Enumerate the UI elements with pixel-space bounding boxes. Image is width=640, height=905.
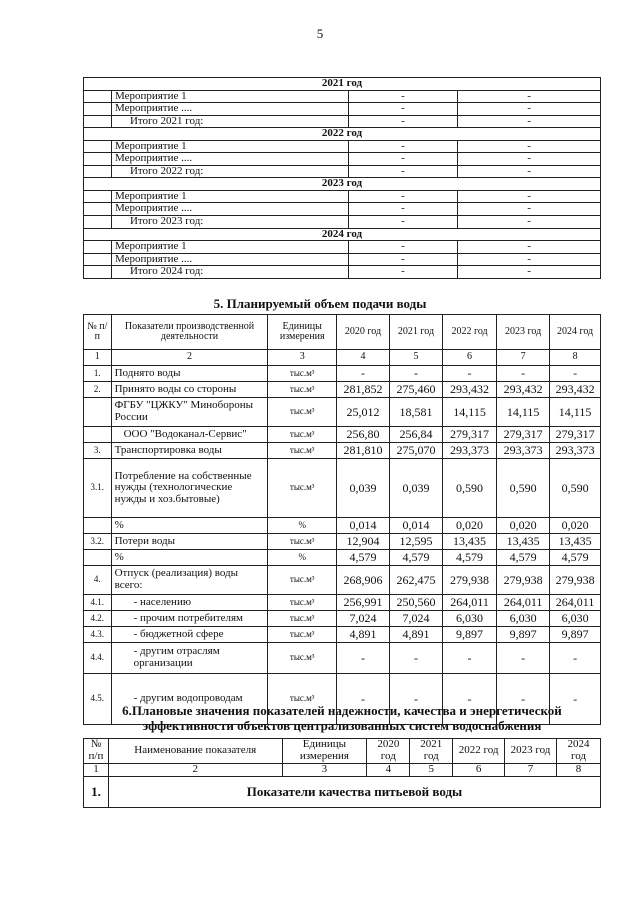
row-number: 3. <box>84 443 112 459</box>
row-number: 4. <box>84 566 112 595</box>
table-row <box>84 459 601 518</box>
value-cell: - <box>497 674 550 725</box>
value-cell: 279,938 <box>442 566 496 595</box>
event-name: Итого 2021 год: <box>111 115 348 128</box>
value-cell: 6,030 <box>442 611 496 627</box>
event-num-cell <box>84 190 112 203</box>
event-row <box>84 90 601 103</box>
value-cell: 4,579 <box>389 550 442 566</box>
column-number: 6 <box>453 764 505 777</box>
value-cell: 13,435 <box>442 534 496 550</box>
value-cell: 264,011 <box>497 595 550 611</box>
value-cell: 279,317 <box>550 427 601 443</box>
value-cell: 4,579 <box>497 550 550 566</box>
header-cell: 2020 год <box>336 315 389 350</box>
column-number-row <box>84 350 601 366</box>
column-number: 6 <box>442 350 496 366</box>
indicator-name: Поднято воды <box>111 366 268 382</box>
value-cell: - <box>550 674 601 725</box>
value-cell: - <box>389 643 442 674</box>
event-value: - <box>458 153 601 166</box>
header-cell: № п/п <box>84 739 109 764</box>
event-name: Мероприятие .... <box>111 203 348 216</box>
value-cell: 256,991 <box>336 595 389 611</box>
event-value: - <box>348 153 458 166</box>
event-value: - <box>458 165 601 178</box>
row-number: 2. <box>84 382 112 398</box>
value-cell: 0,014 <box>389 518 442 534</box>
value-cell: - <box>442 643 496 674</box>
column-number: 7 <box>505 764 557 777</box>
page-number: 5 <box>316 26 324 41</box>
unit-cell: тыс.м³ <box>268 443 336 459</box>
event-value: - <box>348 165 458 178</box>
table-row <box>84 534 601 550</box>
event-row <box>84 216 601 229</box>
indicator-name: - прочим потребителям <box>111 611 268 627</box>
value-cell: 0,590 <box>550 459 601 518</box>
value-cell: 0,590 <box>442 459 496 518</box>
event-value: - <box>458 103 601 116</box>
value-cell: 268,906 <box>336 566 389 595</box>
row-number: 1. <box>84 366 112 382</box>
row-number: 3.1. <box>84 459 112 518</box>
event-name: Мероприятие .... <box>111 153 348 166</box>
indicator-name: Отпуск (реализация) воды всего: <box>111 566 268 595</box>
event-value: - <box>458 241 601 254</box>
year-header-row <box>84 178 601 191</box>
row-number: 3.2. <box>84 534 112 550</box>
row-number: 4.3. <box>84 627 112 643</box>
unit-cell: тыс.м³ <box>268 627 336 643</box>
row-number <box>84 398 112 427</box>
unit-cell: тыс.м³ <box>268 459 336 518</box>
year-title: 2023 год <box>84 178 601 191</box>
value-cell: 281,810 <box>336 443 389 459</box>
table-row <box>84 427 601 443</box>
event-value: - <box>348 266 458 279</box>
value-cell: 12,595 <box>389 534 442 550</box>
row-number: 4.2. <box>84 611 112 627</box>
year-title: 2024 год <box>84 228 601 241</box>
event-name: Мероприятие 1 <box>111 140 348 153</box>
value-cell: 293,373 <box>550 443 601 459</box>
value-cell: - <box>336 643 389 674</box>
event-value: - <box>458 140 601 153</box>
unit-cell: тыс.м³ <box>268 566 336 595</box>
section-row-title: Показатели качества питьевой воды <box>108 776 600 807</box>
table-row <box>84 398 601 427</box>
value-cell: - <box>497 366 550 382</box>
value-cell: 0,020 <box>442 518 496 534</box>
value-cell: - <box>550 366 601 382</box>
indicators-table <box>83 738 601 808</box>
value-cell: 250,560 <box>389 595 442 611</box>
value-cell: 13,435 <box>497 534 550 550</box>
row-number <box>84 518 112 534</box>
value-cell: 9,897 <box>550 627 601 643</box>
value-cell: - <box>442 674 496 725</box>
value-cell: - <box>389 366 442 382</box>
row-number: 4.4. <box>84 643 112 674</box>
value-cell: 293,432 <box>550 382 601 398</box>
indicator-name: Потери воды <box>111 534 268 550</box>
table-row <box>84 518 601 534</box>
unit-cell: тыс.м³ <box>268 643 336 674</box>
section6-title: 6.Плановые значения показателей надежности, качества и энергетической эффективности объектов централизованных систем водоснабжения <box>122 703 562 733</box>
table-row <box>84 366 601 382</box>
header-cell: 2024 год <box>556 739 600 764</box>
value-cell: 0,020 <box>497 518 550 534</box>
water-supply-table <box>83 314 601 725</box>
table-row <box>84 611 601 627</box>
event-value: - <box>348 253 458 266</box>
indicator-name: % <box>111 518 268 534</box>
indicator-name: ООО "Водоканал-Сервис" <box>111 427 268 443</box>
value-cell: - <box>497 643 550 674</box>
indicator-name: % <box>111 550 268 566</box>
unit-cell: тыс.м³ <box>268 534 336 550</box>
event-num-cell <box>84 115 112 128</box>
value-cell: - <box>336 674 389 725</box>
event-num-cell <box>84 203 112 216</box>
table-row <box>84 776 601 807</box>
value-cell: 0,590 <box>497 459 550 518</box>
event-value: - <box>458 216 601 229</box>
column-number: 1 <box>84 764 109 777</box>
event-value: - <box>348 203 458 216</box>
event-name: Мероприятие .... <box>111 253 348 266</box>
indicator-name: - другим отраслям организации <box>111 643 268 674</box>
column-number: 1 <box>84 350 112 366</box>
value-cell: 0,039 <box>336 459 389 518</box>
value-cell: 293,432 <box>442 382 496 398</box>
unit-cell: % <box>268 550 336 566</box>
value-cell: 4,579 <box>336 550 389 566</box>
year-header-row <box>84 78 601 91</box>
row-number <box>84 550 112 566</box>
event-num-cell <box>84 253 112 266</box>
indicator-name: - другим водопроводам <box>111 674 268 725</box>
row-number <box>84 427 112 443</box>
row-number: 4.1. <box>84 595 112 611</box>
value-cell: 4,579 <box>550 550 601 566</box>
year-header-row <box>84 228 601 241</box>
column-number: 8 <box>556 764 600 777</box>
event-value: - <box>458 190 601 203</box>
event-value: - <box>348 241 458 254</box>
event-name: Мероприятие 1 <box>111 190 348 203</box>
column-number: 5 <box>389 350 442 366</box>
table-header-row <box>84 739 601 764</box>
table-row <box>84 566 601 595</box>
event-value: - <box>348 190 458 203</box>
value-cell: 262,475 <box>389 566 442 595</box>
event-name: Итого 2023 год: <box>111 216 348 229</box>
value-cell: 279,938 <box>497 566 550 595</box>
column-number: 4 <box>367 764 410 777</box>
value-cell: 0,039 <box>389 459 442 518</box>
unit-cell: тыс.м³ <box>268 382 336 398</box>
header-cell: 2023 год <box>505 739 557 764</box>
unit-cell: тыс.м³ <box>268 595 336 611</box>
unit-cell: тыс.м³ <box>268 611 336 627</box>
event-value: - <box>348 115 458 128</box>
header-cell: 2022 год <box>442 315 496 350</box>
indicator-name: Транспортировка воды <box>111 443 268 459</box>
event-value: - <box>458 266 601 279</box>
row-number: 4.5. <box>84 674 112 725</box>
header-cell: Показатели производственной деятельности <box>111 315 268 350</box>
header-cell: Единицы измерения <box>282 739 367 764</box>
event-name: Итого 2022 год: <box>111 165 348 178</box>
unit-cell: % <box>268 518 336 534</box>
value-cell: 7,024 <box>389 611 442 627</box>
value-cell: 7,024 <box>336 611 389 627</box>
event-num-cell <box>84 103 112 116</box>
table-row <box>84 627 601 643</box>
event-value: - <box>348 140 458 153</box>
value-cell: 264,011 <box>550 595 601 611</box>
value-cell: 279,317 <box>442 427 496 443</box>
event-row <box>84 266 601 279</box>
header-cell: 2022 год <box>453 739 505 764</box>
header-cell: Единицы измерения <box>268 315 336 350</box>
unit-cell: тыс.м³ <box>268 674 336 725</box>
value-cell: - <box>336 366 389 382</box>
event-row <box>84 241 601 254</box>
value-cell: 0,020 <box>550 518 601 534</box>
year-title: 2021 год <box>84 78 601 91</box>
value-cell: 256,84 <box>389 427 442 443</box>
indicator-name: Принято воды со стороны <box>111 382 268 398</box>
value-cell: 256,80 <box>336 427 389 443</box>
event-row <box>84 190 601 203</box>
event-row <box>84 153 601 166</box>
value-cell: 13,435 <box>550 534 601 550</box>
column-number: 3 <box>282 764 367 777</box>
value-cell: 6,030 <box>550 611 601 627</box>
column-number: 5 <box>410 764 453 777</box>
header-cell: 2023 год <box>497 315 550 350</box>
value-cell: 264,011 <box>442 595 496 611</box>
event-value: - <box>458 115 601 128</box>
year-header-row <box>84 128 601 141</box>
event-value: - <box>458 203 601 216</box>
column-number: 2 <box>108 764 282 777</box>
event-value: - <box>458 253 601 266</box>
indicator-name: Потребление на собственные нужды (технологические нужды и хоз.бытовые) <box>111 459 268 518</box>
value-cell: 293,373 <box>497 443 550 459</box>
table-row <box>84 643 601 674</box>
value-cell: 279,938 <box>550 566 601 595</box>
event-num-cell <box>84 241 112 254</box>
header-cell: 2021 год <box>410 739 453 764</box>
value-cell: 25,012 <box>336 398 389 427</box>
column-number: 8 <box>550 350 601 366</box>
event-row <box>84 115 601 128</box>
column-number-row <box>84 764 601 777</box>
event-name: Мероприятие 1 <box>111 90 348 103</box>
event-row <box>84 253 601 266</box>
value-cell: 281,852 <box>336 382 389 398</box>
value-cell: 275,070 <box>389 443 442 459</box>
value-cell: 9,897 <box>497 627 550 643</box>
unit-cell: тыс.м³ <box>268 427 336 443</box>
table-row <box>84 595 601 611</box>
table-row <box>84 382 601 398</box>
value-cell: - <box>389 674 442 725</box>
event-row <box>84 203 601 216</box>
column-number: 2 <box>111 350 268 366</box>
indicator-name: - бюджетной сфере <box>111 627 268 643</box>
header-cell: № п/п <box>84 315 112 350</box>
event-num-cell <box>84 140 112 153</box>
indicator-name: - населению <box>111 595 268 611</box>
value-cell: 279,317 <box>497 427 550 443</box>
section5-title: 5. Планируемый объем подачи воды <box>213 296 427 311</box>
events-table <box>83 77 601 279</box>
value-cell: - <box>550 643 601 674</box>
header-cell: Наименование показателя <box>108 739 282 764</box>
event-num-cell <box>84 153 112 166</box>
unit-cell: тыс.м³ <box>268 398 336 427</box>
row-number: 1. <box>84 776 109 807</box>
value-cell: 14,115 <box>550 398 601 427</box>
event-value: - <box>348 90 458 103</box>
event-row <box>84 103 601 116</box>
column-number: 7 <box>497 350 550 366</box>
value-cell: 4,579 <box>442 550 496 566</box>
header-cell: 2020 год <box>367 739 410 764</box>
event-num-cell <box>84 266 112 279</box>
event-name: Мероприятие .... <box>111 103 348 116</box>
event-name: Итого 2024 год: <box>111 266 348 279</box>
value-cell: - <box>442 366 496 382</box>
value-cell: 4,891 <box>389 627 442 643</box>
value-cell: 14,115 <box>497 398 550 427</box>
indicator-name: ФГБУ "ЦЖКУ" Минобороны России <box>111 398 268 427</box>
year-title: 2022 год <box>84 128 601 141</box>
column-number: 4 <box>336 350 389 366</box>
event-value: - <box>348 103 458 116</box>
value-cell: 6,030 <box>497 611 550 627</box>
event-num-cell <box>84 216 112 229</box>
header-cell: 2021 год <box>389 315 442 350</box>
value-cell: 275,460 <box>389 382 442 398</box>
event-value: - <box>458 90 601 103</box>
value-cell: 18,581 <box>389 398 442 427</box>
event-row <box>84 165 601 178</box>
table-row <box>84 550 601 566</box>
event-num-cell <box>84 165 112 178</box>
value-cell: 0,014 <box>336 518 389 534</box>
unit-cell: тыс.м³ <box>268 366 336 382</box>
event-value: - <box>348 216 458 229</box>
table-header-row <box>84 315 601 350</box>
table-row <box>84 443 601 459</box>
event-row <box>84 140 601 153</box>
value-cell: 293,432 <box>497 382 550 398</box>
value-cell: 293,373 <box>442 443 496 459</box>
event-name: Мероприятие 1 <box>111 241 348 254</box>
header-cell: 2024 год <box>550 315 601 350</box>
value-cell: 9,897 <box>442 627 496 643</box>
event-num-cell <box>84 90 112 103</box>
value-cell: 12,904 <box>336 534 389 550</box>
value-cell: 4,891 <box>336 627 389 643</box>
column-number: 3 <box>268 350 336 366</box>
value-cell: 14,115 <box>442 398 496 427</box>
